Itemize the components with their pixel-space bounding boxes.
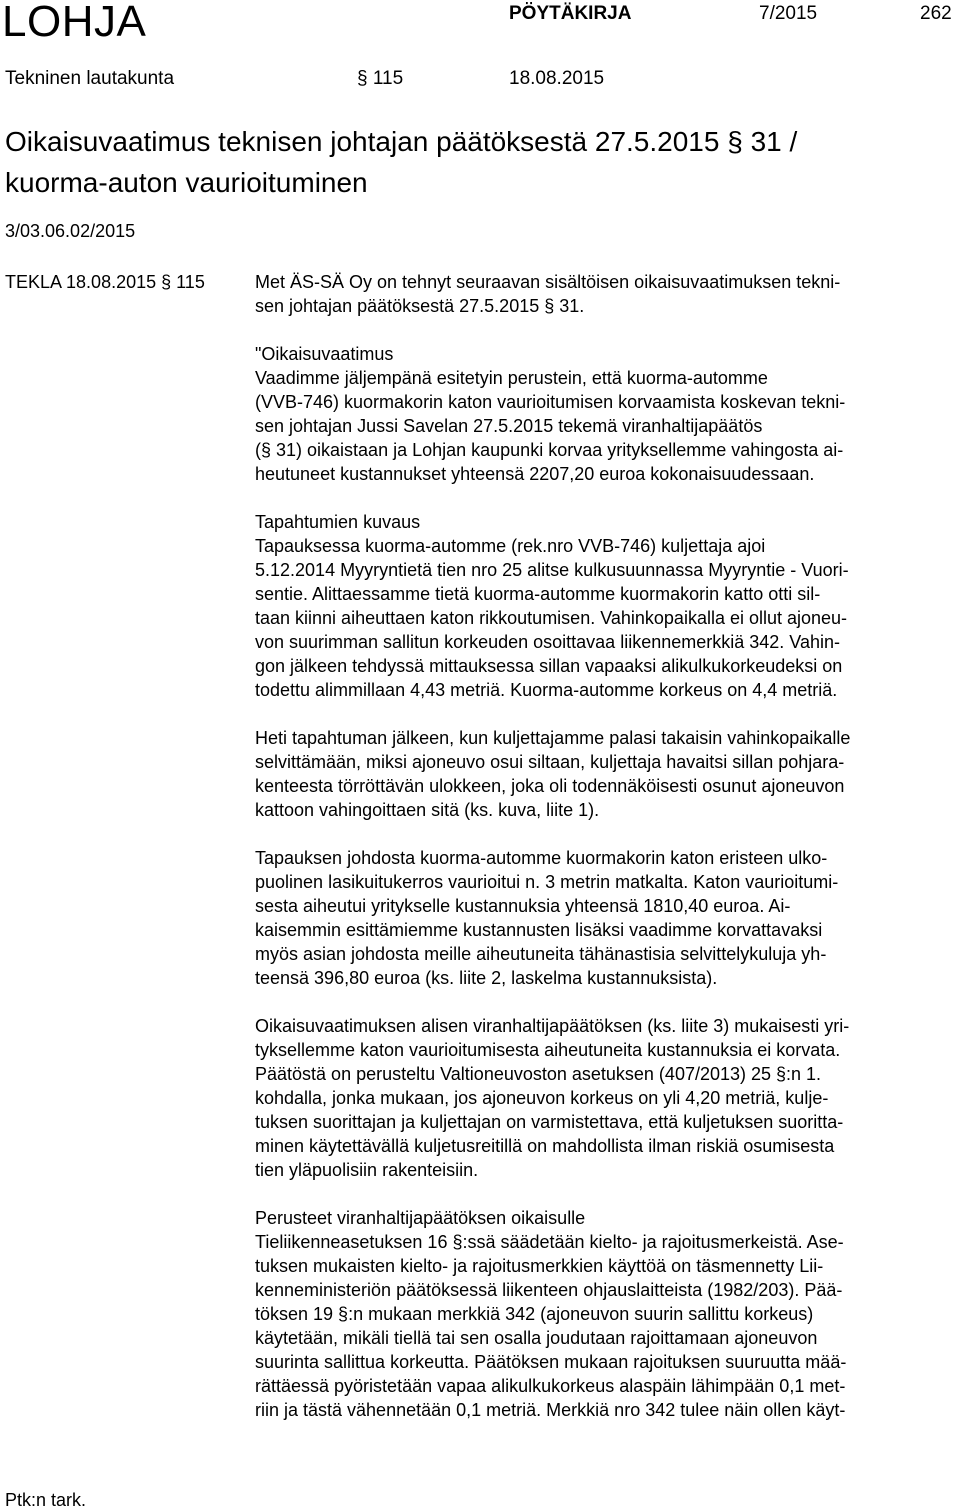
text-line: sen johtajan päätöksestä 27.5.2015 § 31. <box>255 296 585 316</box>
text-line: riin ja tästä vähennetään 0,1 metriä. Merkkiä nro 342 tulee näin ollen käyt- <box>255 1400 846 1420</box>
text-line: teensä 396,80 euroa (ks. liite 2, laskelma kustannuksista). <box>255 968 718 988</box>
text-line: minen käytettävällä kuljetusreitillä on mahdollista ilman riskiä osumisesta <box>255 1136 835 1156</box>
text-line: selvittämään, miksi ajoneuvo osui siltaan, kuljettaja havaitsi sillan pohjara- <box>255 752 845 772</box>
paragraph <box>255 1014 957 1182</box>
text-line: von suurimman sallitun korkeuden osoittavaa liikennemerkkiä 342. Vahin- <box>255 632 840 652</box>
text-line: kenteesta törröttävän ulokkeen, joka oli todennäköisesti osunut ajoneuvon <box>255 776 845 796</box>
preparation-text <box>255 270 955 318</box>
text-line: tien yläpuolisiin rakenteisiin. <box>255 1160 479 1180</box>
text-line: kattoon vahingoittaen sitä (ks. kuva, liite 1). <box>255 800 600 820</box>
document-type: PÖYTÄKIRJA <box>509 3 632 24</box>
text-line: taan kiinni aiheuttaen katon rikkoutumisen. Vahinkopaikalla ei ollut ajoneu- <box>255 608 848 628</box>
preparation-reference: TEKLA 18.08.2015 § 115 <box>5 272 205 292</box>
text-line: suurinta sallittua korkeutta. Päätöksen mukaan rajoituksen suuruutta mää- <box>255 1352 847 1372</box>
text-line: Vaadimme jäljempänä esitetyin perustein, että kuorma-automme <box>255 368 768 388</box>
paragraph <box>255 510 957 702</box>
meeting-date: 18.08.2015 <box>509 68 605 89</box>
text-line: "Oikaisuvaatimus <box>255 344 394 364</box>
text-line: käytetään, mikäli tiellä tai sen osalla joudutaan rajoittamaan ajoneuvon <box>255 1328 818 1348</box>
text-line: kaisemmin esittämiemme kustannusten lisäksi vaadimme korvattavaksi <box>255 920 823 940</box>
text-line: heutuneet kustannukset yhteensä 2207,20 euroa kokonaisuudessaan. <box>255 464 815 484</box>
committee-name: Tekninen lautakunta <box>5 68 175 89</box>
text-line: rättäessä pyöristetään vapaa alikulkukorkeus alaspäin lähimpään 0,1 met- <box>255 1376 846 1396</box>
footer-note: Ptk:n tark. <box>5 1490 87 1510</box>
text-line: Tieliikenneasetuksen 16 §:ssä säädetään kielto- ja rajoitusmerkeistä. Ase- <box>255 1232 844 1252</box>
text-line: Tapahtumien kuvaus <box>255 512 421 532</box>
text-line: sen johtajan Jussi Savelan 27.5.2015 tekemä viranhaltijapäätös <box>255 416 763 436</box>
text-line: kohdalla, jonka mukaan, jos ajoneuvon korkeus on yli 4,20 metriä, kulje- <box>255 1088 829 1108</box>
text-line: Met ÄS-SÄ Oy on tehnyt seuraavan sisältöisen oikaisuvaatimuksen tekni- <box>255 272 841 292</box>
paragraph <box>255 846 957 990</box>
text-line: myös asian johdosta meille aiheutuneita tähänastisia selvittelykuluja yh- <box>255 944 827 964</box>
text-line: gon jälkeen tehdyssä mittauksessa sillan vapaaksi alikulkukorkeudeksi on <box>255 656 843 676</box>
title-line: Oikaisuvaatimus teknisen johtajan päätöksestä 27.5.2015 § 31 / <box>5 126 798 157</box>
text-line: Perusteet viranhaltijapäätöksen oikaisulle <box>255 1208 586 1228</box>
text-line: Tapauksen johdosta kuorma-automme kuormakorin katon eristeen ulko- <box>255 848 828 868</box>
city-logo: LOHJA <box>2 0 147 46</box>
text-line: Tapauksessa kuorma-automme (rek.nro VVB-746) kuljettaja ajoi <box>255 536 766 556</box>
main-body <box>255 342 957 1446</box>
text-line: (VVB-746) kuormakorin katon vaurioitumisen korvaamista koskevan tekni- <box>255 392 846 412</box>
paragraph <box>255 726 957 822</box>
paragraph <box>255 1206 957 1422</box>
text-line: puolinen lasikuitukerros vaurioitui n. 3 metrin matkalta. Katon vaurioitumi- <box>255 872 839 892</box>
text-line: Päätöstä on perusteltu Valtioneuvoston asetuksen (407/2013) 25 §:n 1. <box>255 1064 822 1084</box>
text-line: sentie. Alittaessamme tietä kuorma-automme kuormakorin katto otti sil- <box>255 584 821 604</box>
text-line: 5.12.2014 Myyryntietä tien nro 25 alitse kulkusuunnassa Myyryntie - Vuori- <box>255 560 849 580</box>
diary-number: 3/03.06.02/2015 <box>5 221 136 241</box>
issue-number: 7/2015 <box>759 3 818 24</box>
page-title <box>5 121 945 203</box>
page-number: 262 <box>920 3 952 24</box>
text-line: (§ 31) oikaistaan ja Lohjan kaupunki korvaa yrityksellemme vahingosta ai- <box>255 440 844 460</box>
text-line: töksen 19 §:n mukaan merkkiä 342 (ajoneuvon suurin sallittu korkeus) <box>255 1304 814 1324</box>
paragraph <box>255 342 957 486</box>
text-line: sesta aiheutui yritykselle kustannuksia yhteensä 1810,40 euroa. Ai- <box>255 896 791 916</box>
text-line: tyksellemme katon vaurioitumisesta aiheutuneita kustannuksia ei korvata. <box>255 1040 841 1060</box>
text-line: kenneministeriön päätöksessä liikenteen ohjauslaitteista (1982/203). Pää- <box>255 1280 843 1300</box>
text-line: todettu alimmillaan 4,43 metriä. Kuorma-automme korkeus on 4,4 metriä. <box>255 680 838 700</box>
title-line: kuorma-auton vaurioituminen <box>5 167 368 198</box>
text-line: tuksen mukaisten kielto- ja rajoitusmerkkien käyttöä on täsmennetty Lii- <box>255 1256 824 1276</box>
text-line: Heti tapahtuman jälkeen, kun kuljettajamme palasi takaisin vahinkopaikalle <box>255 728 851 748</box>
text-line: tuksen suorittajan ja kuljettajan on varmistettava, että kuljetuksen suoritta- <box>255 1112 844 1132</box>
section-number: § 115 <box>357 68 404 89</box>
text-line: Oikaisuvaatimuksen alisen viranhaltijapäätöksen (ks. liite 3) mukaisesti yri- <box>255 1016 850 1036</box>
